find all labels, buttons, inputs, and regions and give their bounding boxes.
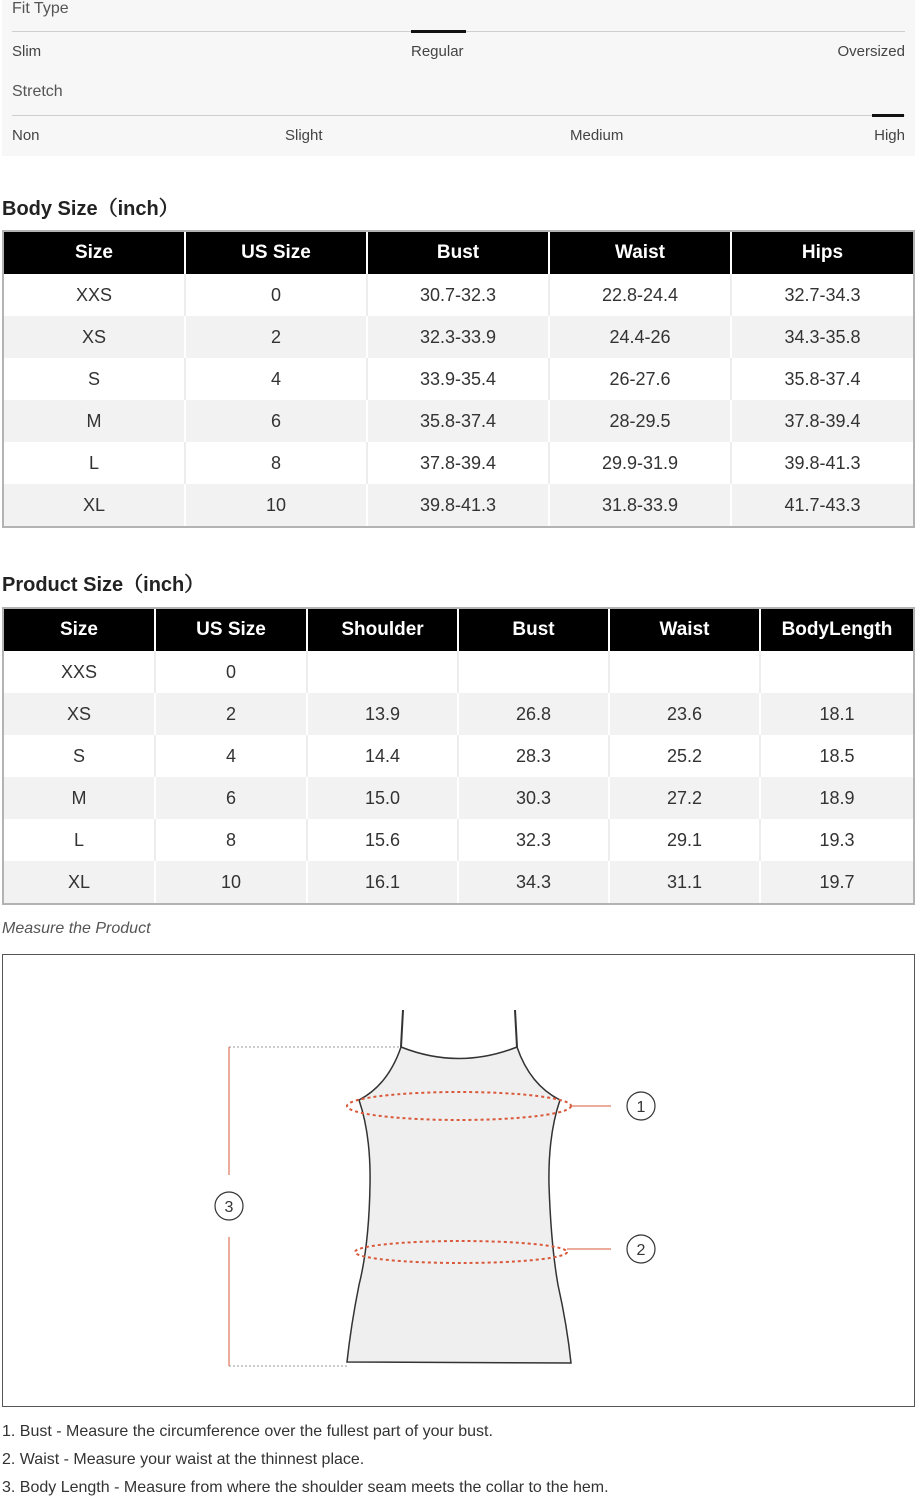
note-waist: 2. Waist - Measure your waist at the thinnest place. (2, 1451, 365, 1468)
measure-caption: Measure the Product (2, 920, 151, 937)
table-cell: 10 (186, 484, 368, 526)
stretch-selected-marker (872, 114, 904, 117)
table-cell (761, 651, 913, 693)
body-size-title: Body Size（inch） (2, 198, 179, 220)
table-cell: 29.9-31.9 (550, 442, 732, 484)
fit-type-label-oversized: Oversized (837, 43, 905, 60)
table-cell: 16.1 (308, 861, 459, 903)
measurement-notes (2, 1420, 609, 1504)
table-cell: S (4, 735, 156, 777)
table-cell: 31.8-33.9 (550, 484, 732, 526)
table-cell: XXS (4, 651, 156, 693)
table-cell: 32.3 (459, 819, 610, 861)
table-cell: 14.4 (308, 735, 459, 777)
table-cell: 37.8-39.4 (732, 400, 913, 442)
table-cell: 32.7-34.3 (732, 274, 913, 316)
product-size-table (2, 607, 915, 905)
table-cell (610, 651, 761, 693)
table-cell: 6 (186, 400, 368, 442)
table-cell: 18.9 (761, 777, 913, 819)
table-cell: 39.8-41.3 (368, 484, 550, 526)
column-header: US Size (186, 232, 368, 274)
table-cell: 26.8 (459, 693, 610, 735)
column-header: Bust (459, 609, 610, 651)
table-row (4, 442, 913, 484)
table-cell: S (4, 358, 186, 400)
stretch-label-high: High (874, 127, 905, 144)
column-header: Bust (368, 232, 550, 274)
table-cell: 15.0 (308, 777, 459, 819)
stretch-label-non: Non (12, 127, 40, 144)
table-row (4, 735, 913, 777)
column-header: BodyLength (761, 609, 913, 651)
table-cell: XL (4, 861, 156, 903)
table-cell: 10 (156, 861, 308, 903)
table-cell: 24.4-26 (550, 316, 732, 358)
table-header-row (4, 232, 913, 274)
table-cell: 23.6 (610, 693, 761, 735)
table-header-row (4, 609, 913, 651)
table-row (4, 316, 913, 358)
table-cell: L (4, 819, 156, 861)
column-header: Size (4, 232, 186, 274)
table-cell: 35.8-37.4 (732, 358, 913, 400)
table-cell: 0 (186, 274, 368, 316)
table-cell: 37.8-39.4 (368, 442, 550, 484)
table-cell: 33.9-35.4 (368, 358, 550, 400)
table-row (4, 484, 913, 526)
body-size-table (2, 230, 915, 528)
table-row (4, 861, 913, 903)
column-header: Waist (550, 232, 732, 274)
stretch-title: Stretch (12, 83, 63, 100)
table-cell: XXS (4, 274, 186, 316)
length-marker-label: 3 (224, 1199, 234, 1216)
camisole-diagram (3, 955, 914, 1406)
table-cell: 28.3 (459, 735, 610, 777)
product-size-title: Product Size（inch） (2, 574, 205, 596)
table-cell: 13.9 (308, 693, 459, 735)
table-cell: 18.1 (761, 693, 913, 735)
table-cell: 31.1 (610, 861, 761, 903)
bust-marker-label: 1 (636, 1099, 646, 1116)
table-row (4, 693, 913, 735)
table-cell: 30.3 (459, 777, 610, 819)
table-row (4, 777, 913, 819)
table-cell: 18.5 (761, 735, 913, 777)
column-header: Size (4, 609, 156, 651)
fit-type-selected-marker (411, 30, 466, 33)
table-cell: 15.6 (308, 819, 459, 861)
fit-panel (2, 0, 915, 156)
table-cell: 27.2 (610, 777, 761, 819)
table-cell: 19.3 (761, 819, 913, 861)
table-cell: 4 (156, 735, 308, 777)
note-body-length: 3. Body Length - Measure from where the shoulder seam meets the collar to the hem. (2, 1479, 609, 1496)
table-cell: 34.3 (459, 861, 610, 903)
table-cell: 4 (186, 358, 368, 400)
table-cell: 34.3-35.8 (732, 316, 913, 358)
stretch-scale-line (12, 115, 905, 116)
table-row (4, 651, 913, 693)
table-cell: 2 (186, 316, 368, 358)
table-cell: XL (4, 484, 186, 526)
table-cell (459, 651, 610, 693)
table-cell: 2 (156, 693, 308, 735)
table-cell: 22.8-24.4 (550, 274, 732, 316)
table-cell: 8 (156, 819, 308, 861)
column-header: US Size (156, 609, 308, 651)
table-cell: 30.7-32.3 (368, 274, 550, 316)
stretch-label-medium: Medium (570, 127, 624, 144)
table-cell: M (4, 777, 156, 819)
table-row (4, 358, 913, 400)
table-row (4, 819, 913, 861)
waist-marker-label: 2 (636, 1242, 646, 1259)
table-cell: 25.2 (610, 735, 761, 777)
garment-outline (347, 1047, 571, 1363)
fit-type-title: Fit Type (12, 0, 69, 17)
left-strap (401, 1010, 403, 1047)
table-cell: 41.7-43.3 (732, 484, 913, 526)
table-cell: XS (4, 316, 186, 358)
fit-type-label-regular: Regular (411, 43, 464, 60)
column-header: Hips (732, 232, 913, 274)
stretch-label-slight: Slight (285, 127, 323, 144)
table-cell: 0 (156, 651, 308, 693)
table-cell: 28-29.5 (550, 400, 732, 442)
table-cell: L (4, 442, 186, 484)
table-row (4, 400, 913, 442)
measurement-diagram (2, 954, 915, 1407)
table-cell: 39.8-41.3 (732, 442, 913, 484)
table-cell: M (4, 400, 186, 442)
table-row (4, 274, 913, 316)
column-header: Waist (610, 609, 761, 651)
table-cell: XS (4, 693, 156, 735)
right-strap (515, 1010, 517, 1047)
table-cell (308, 651, 459, 693)
fit-type-label-slim: Slim (12, 43, 42, 60)
note-bust: 1. Bust - Measure the circumference over the fullest part of your bust. (2, 1423, 493, 1440)
table-cell: 19.7 (761, 861, 913, 903)
table-cell: 29.1 (610, 819, 761, 861)
table-cell: 35.8-37.4 (368, 400, 550, 442)
column-header: Shoulder (308, 609, 459, 651)
table-cell: 26-27.6 (550, 358, 732, 400)
table-cell: 6 (156, 777, 308, 819)
table-cell: 8 (186, 442, 368, 484)
table-cell: 32.3-33.9 (368, 316, 550, 358)
